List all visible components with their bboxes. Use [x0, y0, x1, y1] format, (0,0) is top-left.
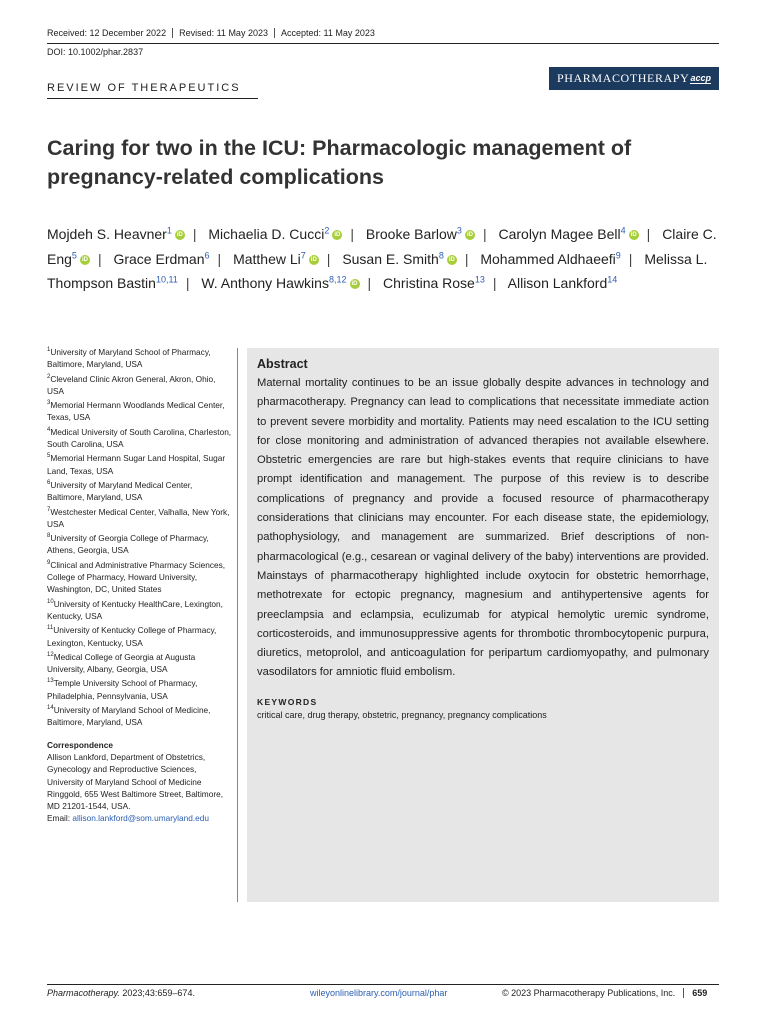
- orcid-icon[interactable]: iD: [176, 232, 183, 239]
- author-name: Michaelia D. Cucci: [208, 226, 325, 242]
- author: [480, 251, 620, 267]
- affiliation-text: University of Georgia College of Pharmacy, Athens, Georgia, USA: [47, 533, 209, 556]
- author-name: Mojdeh S. Heavner: [47, 226, 167, 242]
- affiliation-item: [47, 373, 232, 398]
- author-name: Brooke Barlow: [365, 226, 457, 242]
- affiliation-text: University of Maryland School of Pharmacy, Baltimore, Maryland, USA: [47, 347, 211, 370]
- author-name: Carolyn Magee Bell: [498, 226, 621, 242]
- column-divider: [237, 348, 238, 902]
- affiliation-text: University of Kentucky HealthCare, Lexington, Kentucky, USA: [47, 598, 223, 621]
- affiliation-item: [47, 624, 232, 649]
- affiliation-number: 9: [47, 559, 51, 566]
- keywords-text: critical care, drug therapy, obstetric, pregnancy, pregnancy complications: [257, 709, 547, 720]
- author-separator: |: [492, 275, 497, 291]
- email-link[interactable]: allison.lankford@som.umaryland.edu: [72, 813, 209, 824]
- affiliation-item: [47, 532, 232, 557]
- author-affiliation-ref[interactable]: 1: [166, 225, 172, 236]
- orcid-icon[interactable]: iD: [310, 256, 317, 263]
- author: [498, 226, 638, 242]
- author: [47, 226, 185, 242]
- author: [113, 251, 209, 267]
- header-rule: [47, 43, 719, 44]
- email-label: Email:: [47, 813, 73, 824]
- footer-right: [502, 988, 707, 998]
- orcid-icon[interactable]: iD: [81, 256, 88, 263]
- article-title: Caring for two in the ICU: Pharmacologic management of pregnancy-related complications: [47, 136, 632, 189]
- abstract-text: Maternal mortality continues to be an issue globally despite advances in technology and pharmacotherapy. Pregnancy can lead to complications that necessitate immediate action to prevent severe morbidity and mortality. Patients may need escalation to the ICU setting for close monitoring and administration of advanced therapies not available elsewhere. Obstetric emergencies are rare but high-stakes events that require clinicians to have prompt identification and management. The purpose of this review is to describe complications of pregnancy and provide a focused resource of pharmacotherapy considerations that clinicians may encounter. For each disease state, the epidemiology, pathophysiology, and management are summarized. Brief descriptions of non-pharmacological (e.g., cesarean or vaginal delivery of the baby) interventions are provided. Mainstays of pharmacotherapy highlighted include oxytocin for obstetric hemorrhage, methotrexate for ectopic pregnancy, magnesium and antihypertensive agents for preeclampsia and eclampsia, eculizumab for atypical hemolytic uremic syndrome, corticosteroids, and immunosuppressive agents for thrombotic thrombocytopenic purpura, diuretics, metoprolol, and anticoagulation for peripartum cardiomyopathy, and pulmonary vasodilators for amniotic fluid embolism.: [257, 377, 709, 679]
- author-separator: |: [192, 226, 197, 242]
- affiliation-number: 5: [47, 453, 51, 460]
- affiliation-item: [47, 346, 232, 371]
- affiliation-item: [47, 598, 232, 623]
- author-separator: |: [464, 250, 469, 267]
- affiliation-item: [47, 426, 232, 451]
- author: [383, 275, 485, 291]
- journal-name: PHARMACOTHERAPY: [557, 71, 690, 85]
- affiliation-number: 14: [47, 705, 54, 712]
- author-affiliation-ref[interactable]: 9: [615, 249, 621, 260]
- author-affiliation-ref[interactable]: 8: [438, 249, 444, 260]
- affiliation-text: Memorial Hermann Woodlands Medical Center, Texas, USA: [47, 400, 225, 423]
- correspondence-text: Allison Lankford, Department of Obstetrics, Gynecology and Reproductive Sciences, University of Maryland School of Medicine Ringgold, 655 West Baltimore Street, Baltimore, MD 21201-1544, USA.: [47, 751, 224, 812]
- author-affiliation-ref[interactable]: 13: [474, 274, 485, 285]
- orcid-icon[interactable]: iD: [334, 232, 341, 239]
- author-affiliation-ref[interactable]: 2: [324, 225, 330, 236]
- author: [233, 251, 319, 267]
- affiliation-item: [47, 704, 232, 729]
- affiliation-number: 7: [47, 506, 51, 513]
- author-affiliation-ref[interactable]: 7: [300, 249, 306, 260]
- affiliation-text: Cleveland Clinic Akron General, Akron, Ohio, USA: [47, 373, 216, 396]
- affiliation-text: Temple University School of Pharmacy, Philadelphia, Pennsylvania, USA: [47, 678, 198, 701]
- affiliation-text: University of Maryland School of Medicine, Baltimore, Maryland, USA: [47, 705, 211, 728]
- journal-badge: [549, 67, 719, 90]
- author-affiliation-ref[interactable]: 4: [620, 225, 626, 236]
- affiliation-text: Westchester Medical Center, Valhalla, New York, USA: [47, 506, 230, 529]
- doi[interactable]: DOI: 10.1002/phar.2837: [47, 47, 144, 57]
- affiliation-item: [47, 399, 232, 424]
- affiliation-text: Clinical and Administrative Pharmacy Sciences, College of Pharmacy, Howard University, Washington, DC, United States: [47, 559, 226, 595]
- affiliation-number: 6: [47, 480, 51, 487]
- affiliation-number: 11: [47, 625, 54, 632]
- author-separator: |: [628, 250, 633, 267]
- author-name: Mohammed Aldhaeefi: [480, 250, 616, 267]
- affiliation-list: [47, 346, 232, 729]
- revised-date: Revised: 11 May 2023: [179, 28, 275, 38]
- author-separator: |: [482, 226, 487, 242]
- author: [508, 275, 618, 291]
- affiliation-number: 1: [47, 347, 51, 354]
- citation-journal: Pharmacotherapy.: [47, 988, 120, 998]
- affiliation-number: 2: [47, 373, 51, 380]
- orcid-icon[interactable]: iD: [448, 256, 455, 263]
- affiliation-item: [47, 506, 232, 531]
- abstract-box: [247, 348, 719, 902]
- author: [366, 226, 475, 242]
- author: [201, 275, 359, 291]
- author-affiliation-ref[interactable]: 10,11: [155, 274, 178, 285]
- author-name: Grace Erdman: [113, 250, 205, 267]
- author-name: Melissa L. Thompson Bastin: [47, 250, 708, 291]
- affiliation-text: Medical College of Georgia at Augusta University, Albany, Georgia, USA: [47, 651, 196, 675]
- affiliation-text: Medical University of South Carolina, Charleston, South Carolina, USA: [47, 426, 232, 450]
- affiliation-number: 4: [47, 427, 51, 434]
- footer-rule: [47, 984, 719, 985]
- author: [342, 251, 457, 267]
- author-affiliation-ref[interactable]: 14: [607, 274, 618, 285]
- footer-citation: [47, 988, 195, 998]
- received-date: Received: 12 December 2022: [47, 28, 173, 38]
- footer-copyright: © 2023 Pharmacotherapy Publications, Inc.: [502, 988, 676, 998]
- correspondence-email-line: [47, 812, 232, 824]
- section-rule: [47, 98, 258, 99]
- affiliation-number: 13: [47, 678, 54, 685]
- footer-url[interactable]: wileyonlinelibrary.com/journal/phar: [310, 988, 448, 998]
- author-name: Allison Lankford: [507, 275, 608, 291]
- affiliation-number: 10: [47, 598, 54, 605]
- author-name: Matthew Li: [233, 250, 301, 267]
- affiliation-text: Memorial Hermann Sugar Land Hospital, Sugar Land, Texas, USA: [47, 453, 226, 476]
- author-name: Claire C. Eng: [47, 226, 717, 267]
- page-number: 659: [683, 988, 707, 998]
- affiliations-column: [47, 346, 232, 825]
- correspondence-heading: Correspondence: [47, 739, 113, 750]
- author-name: Susan E. Smith: [342, 250, 439, 267]
- author-separator: |: [326, 250, 331, 267]
- orcid-icon[interactable]: iD: [351, 281, 358, 288]
- orcid-icon[interactable]: iD: [466, 232, 473, 239]
- accepted-date: Accepted: 11 May 2023: [280, 28, 375, 38]
- author-separator: |: [367, 275, 372, 291]
- abstract-heading: Abstract: [257, 357, 308, 371]
- author-affiliation-ref[interactable]: 3: [456, 225, 462, 236]
- author-separator: |: [350, 226, 354, 242]
- author-list: [47, 222, 719, 296]
- affiliation-item: [47, 677, 232, 702]
- author-separator: |: [97, 250, 102, 267]
- affiliation-text: University of Maryland Medical Center, Baltimore, Maryland, USA: [47, 479, 193, 503]
- affiliation-item: [47, 452, 232, 477]
- author-affiliation-ref[interactable]: 8,12: [328, 274, 347, 285]
- affiliation-text: University of Kentucky College of Pharmacy, Lexington, Kentucky, USA: [47, 625, 217, 648]
- accp-logo-icon: accp: [690, 73, 711, 83]
- author-affiliation-ref[interactable]: 6: [204, 249, 210, 260]
- author-name: Christina Rose: [383, 275, 475, 291]
- affiliation-item: [47, 479, 232, 504]
- affiliation-number: 3: [47, 400, 51, 407]
- author-separator: |: [646, 226, 651, 242]
- author-separator: |: [217, 250, 222, 267]
- author: [208, 226, 342, 242]
- author-affiliation-ref[interactable]: 5: [71, 249, 77, 260]
- orcid-icon[interactable]: iD: [630, 232, 637, 239]
- article-dates: [47, 28, 387, 38]
- affiliation-item: [47, 651, 232, 676]
- affiliation-item: [47, 559, 232, 596]
- affiliation-number: 12: [47, 652, 54, 659]
- citation-details: 2023;43:659–674.: [119, 988, 195, 998]
- author-separator: |: [185, 275, 190, 291]
- section-label: REVIEW OF THERAPEUTICS: [47, 82, 241, 94]
- keywords-heading: KEYWORDS: [257, 696, 318, 707]
- author-name: W. Anthony Hawkins: [201, 275, 329, 291]
- affiliation-number: 8: [47, 533, 51, 540]
